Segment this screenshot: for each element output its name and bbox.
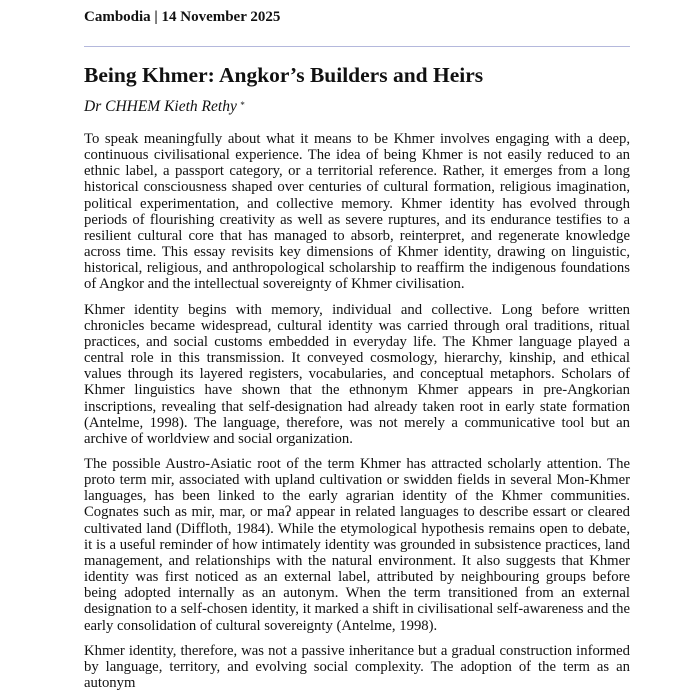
- article-title: Being Khmer: Angkor’s Builders and Heirs: [84, 63, 484, 87]
- author-name: Dr CHHEM Kieth Rethy: [84, 98, 237, 115]
- paragraph: Khmer identity begins with memory, individual and collective. Long before written chronicles became widespread, cultural identity was carried through oral traditions, ritual practices, and social customs embedded in everyday life. The Khmer language played a central role in this transmission. It conveyed cosmology, hierarchy, kinship, and ethical values through its layered registers, vocabularies, and conceptual metaphors. Scholars of Khmer linguistics have shown that the ethnonym Khmer appears in pre-Angkorian inscriptions, revealing that self-designation had already taken root in early state formation (Antelme, 1998). The language, therefore, was not merely a communicative tool but an archive of worldview and social organization.: [84, 301, 630, 447]
- paragraph: To speak meaningfully about what it means to be Khmer involves engaging with a deep, continuous civilisational experience. The idea of being Khmer is not easily reduced to an ethnic label, a passport category, or a territorial reference. Rather, it emerges from a long historical consciousness shaped over centuries of cultural formation, religious imagination, political experimentation, and collective memory. Khmer identity has evolved through periods of flourishing creativity as well as severe ruptures, and its endurance testifies to a resilient cultural core that has managed to absorb, reinterpret, and regenerate knowledge across time. This essay revisits key dimensions of Khmer identity, drawing on linguistic, historical, religious, and anthropological scholarship to reaffirm the indigenous foundations of Angkor and the intellectual sovereignty of Khmer civilisation.: [84, 131, 630, 293]
- author-byline: [84, 97, 244, 117]
- paragraph: The possible Austro-Asiatic root of the term Khmer has attracted scholarly attention. The proto term mir, associated with upland cultivation or swidden fields in several Mon-Khmer languages, has been linked to the early agrarian identity of the Khmer communities. Cognates such as mir, mar, or maʔ appear in related languages to describe essart or cleared cultivated land (Diffloth, 1984). While the etymological hypothesis remains open to debate, it is a useful reminder of how intimately identity was grounded in subsistence practices, land management, and relationships with the natural environment. It also suggests that Khmer identity was first noticed as an external label, attributed by neighbouring groups before being adopted internally as an autonym. When the term transitioned from an external designation to a self-chosen identity, it marked a shift in civilisational self-awareness and the early consolidation of cultural sovereignty (Antelme, 1998).: [84, 455, 630, 634]
- article-body: [84, 131, 630, 700]
- dateline: Cambodia | 14 November 2025: [84, 9, 281, 25]
- author-footnote-marker[interactable]: *: [239, 100, 245, 110]
- paragraph: Khmer identity, therefore, was not a passive inheritance but a gradual construction informed by language, territory, and evolving social complexity. The adoption of the term as an autonym: [84, 642, 630, 691]
- header-divider: [84, 46, 630, 47]
